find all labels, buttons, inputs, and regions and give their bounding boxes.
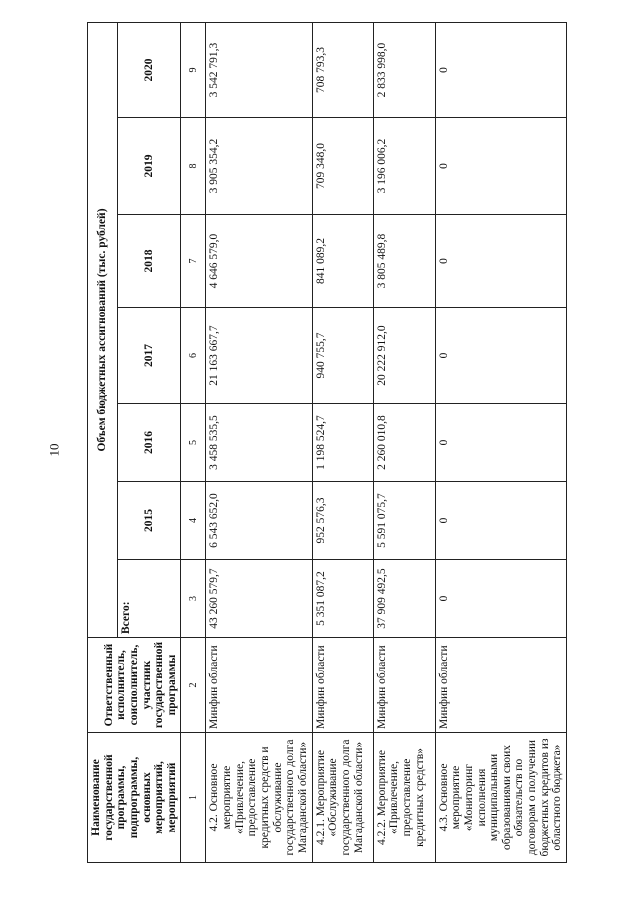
- row-executor: Минфин области: [206, 638, 312, 733]
- row-value: 37 909 492,5: [373, 560, 435, 638]
- row-value: 1 198 524,7: [312, 404, 373, 482]
- column-number: 7: [181, 215, 206, 308]
- header-row-numbers: [181, 22, 206, 862]
- column-number: 8: [181, 118, 206, 215]
- header-year: 2016: [118, 404, 181, 482]
- header-row-top: [88, 22, 118, 862]
- row-program-name: 4.2.1. Мероприятие «Обслуживание государственного долга Магаданской области»: [312, 733, 373, 863]
- row-value: 43 260 579,7: [206, 560, 312, 638]
- row-value: 841 089,2: [312, 215, 373, 308]
- header-program-name: Наименование государственной программы, подпрограммы, основных мероприятий, мероприятий: [88, 733, 181, 863]
- header-year: 2020: [118, 22, 181, 117]
- row-value: 5 351 087,2: [312, 560, 373, 638]
- row-program-name: 4.2. Основное мероприятие «Привлечение, предоставление кредитных средств и обслуживание государственного долга Магаданской области»: [206, 733, 312, 863]
- row-value: 20 222 912,0: [373, 308, 435, 404]
- row-value: 6 543 652,0: [206, 482, 312, 560]
- row-value: 0: [435, 560, 566, 638]
- row-value: 3 905 354,2: [206, 118, 312, 215]
- rotated-table-container: [87, 23, 587, 863]
- row-value: 952 576,3: [312, 482, 373, 560]
- row-value: 0: [435, 404, 566, 482]
- row-value: 4 646 579,0: [206, 215, 312, 308]
- header-year: 2019: [118, 118, 181, 215]
- column-number: 5: [181, 404, 206, 482]
- header-total: Всего:: [118, 560, 181, 638]
- row-value: 21 163 667,7: [206, 308, 312, 404]
- row-value: 2 833 998,0: [373, 22, 435, 117]
- row-value: 0: [435, 22, 566, 117]
- table-row: [312, 22, 373, 862]
- row-value: 0: [435, 308, 566, 404]
- row-value: 708 793,3: [312, 22, 373, 117]
- column-number: 2: [181, 638, 206, 733]
- row-program-name: 4.3. Основное мероприятие «Мониторинг исполнения муниципальными образованиями своих обязательств по договорам о получении бюджетных кредитов из областного бюджета»: [435, 733, 566, 863]
- column-number: 3: [181, 560, 206, 638]
- header-year: 2017: [118, 308, 181, 404]
- row-value: 3 805 489,8: [373, 215, 435, 308]
- row-value: 3 196 006,2: [373, 118, 435, 215]
- header-year: 2018: [118, 215, 181, 308]
- row-value: 940 755,7: [312, 308, 373, 404]
- header-executor: Ответственный исполнитель, соисполнитель, участник государственной программы: [88, 638, 181, 733]
- row-value: 5 591 075,7: [373, 482, 435, 560]
- row-value: 3 542 791,3: [206, 22, 312, 117]
- header-year: 2015: [118, 482, 181, 560]
- table-row: [206, 22, 312, 862]
- row-executor: Минфин области: [312, 638, 373, 733]
- row-value: 3 458 535,5: [206, 404, 312, 482]
- column-number: 9: [181, 22, 206, 117]
- column-number: 4: [181, 482, 206, 560]
- budget-table: [87, 22, 567, 863]
- row-executor: Минфин области: [373, 638, 435, 733]
- header-budget-group: Объем бюджетных ассигнований (тыс. рублей): [88, 22, 118, 637]
- row-value: 0: [435, 118, 566, 215]
- table-row: [373, 22, 435, 862]
- row-value: 709 348,0: [312, 118, 373, 215]
- row-value: 2 260 010,8: [373, 404, 435, 482]
- column-number: 1: [181, 733, 206, 863]
- page-number: 10: [46, 443, 61, 457]
- row-program-name: 4.2.2. Мероприятие «Привлечение, предоставление кредитных средств»: [373, 733, 435, 863]
- table-row: [435, 22, 566, 862]
- row-value: 0: [435, 482, 566, 560]
- column-number: 6: [181, 308, 206, 404]
- row-executor: Минфин области: [435, 638, 566, 733]
- row-value: 0: [435, 215, 566, 308]
